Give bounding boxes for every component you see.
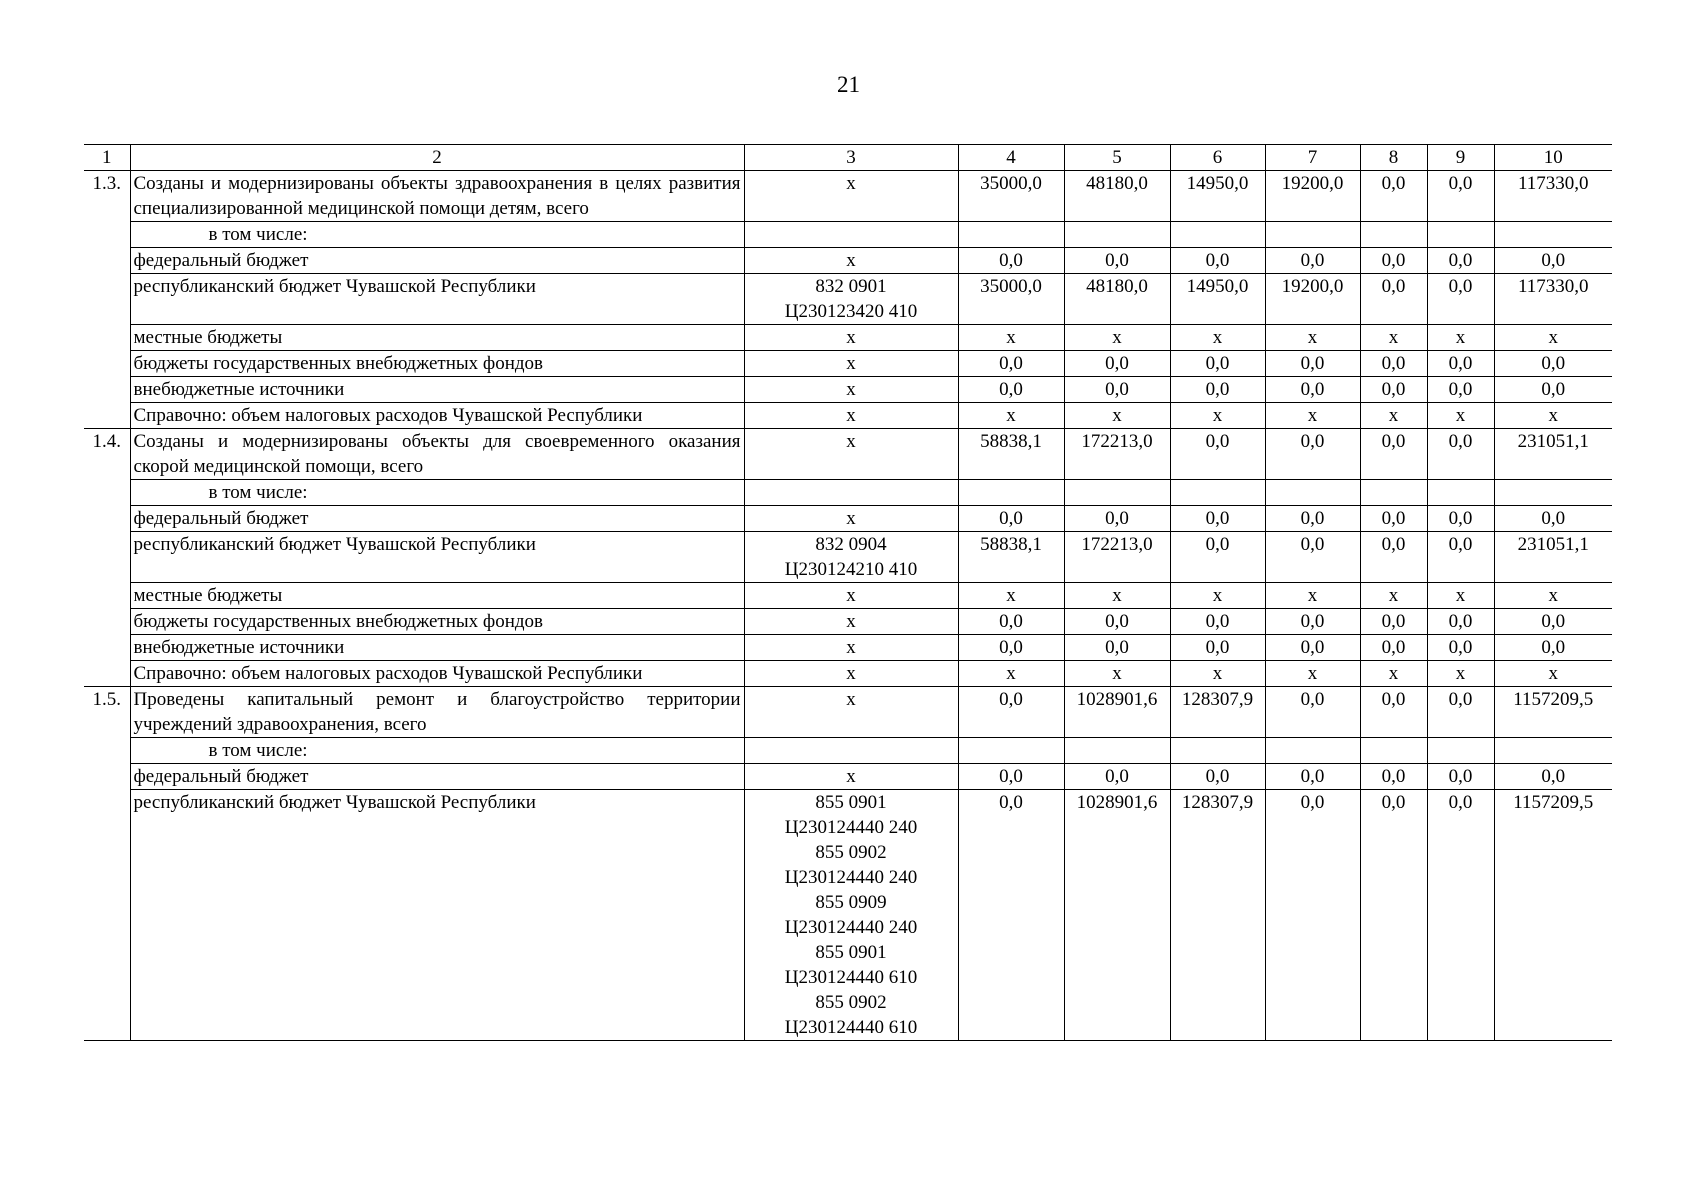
- budget-code-line: х: [846, 611, 856, 632]
- budget-code-cell: [744, 506, 958, 532]
- budget-code-line: 855 0901: [815, 792, 887, 813]
- value-cell: 0,0: [1494, 764, 1612, 790]
- funding-source-label: федеральный бюджет: [130, 764, 744, 790]
- value-cell: 0,0: [1265, 506, 1360, 532]
- value-cell: [1265, 480, 1360, 506]
- value-cell: 0,0: [1494, 351, 1612, 377]
- section-title: Проведены капитальный ремонт и благоустройство территории учреждений здравоохранения, всего: [130, 687, 744, 738]
- funding-source-row: [84, 377, 1612, 403]
- including-row: [84, 480, 1612, 506]
- funding-source-row: [84, 274, 1612, 325]
- value-cell: 0,0: [1170, 635, 1265, 661]
- value-cell: 231051,1: [1494, 429, 1612, 480]
- value-cell: 1028901,6: [1064, 790, 1170, 1041]
- funding-source-label: федеральный бюджет: [130, 506, 744, 532]
- value-cell: 0,0: [1265, 377, 1360, 403]
- value-cell: 0,0: [1494, 635, 1612, 661]
- value-cell: 0,0: [1360, 506, 1427, 532]
- budget-code-cell: [744, 274, 958, 325]
- funding-source-label: бюджеты государственных внебюджетных фондов: [130, 351, 744, 377]
- funding-source-label: федеральный бюджет: [130, 248, 744, 274]
- funding-source-label: Справочно: объем налоговых расходов Чувашской Республики: [130, 403, 744, 429]
- value-cell: 1028901,6: [1064, 687, 1170, 738]
- budget-code-cell: [744, 429, 958, 480]
- value-cell: 128307,9: [1170, 687, 1265, 738]
- budget-code-line: Ц230124440 240: [784, 817, 918, 838]
- budget-code-cell: [744, 687, 958, 738]
- section-row: [84, 429, 1612, 480]
- value-cell: [958, 222, 1064, 248]
- value-cell: 0,0: [1360, 274, 1427, 325]
- budget-code-line: х: [846, 405, 856, 426]
- value-cell: х: [1170, 403, 1265, 429]
- value-cell: 117330,0: [1494, 171, 1612, 222]
- funding-source-label: внебюджетные источники: [130, 377, 744, 403]
- value-cell: 172213,0: [1064, 532, 1170, 583]
- budget-code-line: х: [846, 766, 856, 787]
- budget-code-cell: [744, 377, 958, 403]
- value-cell: [1265, 738, 1360, 764]
- value-cell: 0,0: [1265, 609, 1360, 635]
- budget-code-cell: [744, 222, 958, 248]
- value-cell: 0,0: [1360, 248, 1427, 274]
- section-number: 1.3.: [84, 171, 130, 429]
- value-cell: х: [1427, 661, 1494, 687]
- value-cell: х: [1064, 583, 1170, 609]
- budget-code-cell: [744, 661, 958, 687]
- including-label: в том числе:: [130, 480, 744, 506]
- value-cell: 0,0: [1265, 248, 1360, 274]
- header-row: [84, 145, 1612, 171]
- value-cell: х: [1170, 661, 1265, 687]
- value-cell: х: [1064, 325, 1170, 351]
- budget-code-line: 832 0904: [815, 534, 887, 555]
- budget-code-line: Ц230124440 610: [784, 1017, 918, 1038]
- value-cell: 0,0: [1427, 532, 1494, 583]
- value-cell: х: [1494, 325, 1612, 351]
- budget-code-line: х: [846, 689, 856, 710]
- value-cell: 0,0: [1427, 377, 1494, 403]
- budget-code-line: х: [846, 379, 856, 400]
- page-number: 21: [837, 72, 860, 97]
- value-cell: 0,0: [1170, 429, 1265, 480]
- including-row: [84, 738, 1612, 764]
- section-row: [84, 687, 1612, 738]
- value-cell: 48180,0: [1064, 274, 1170, 325]
- value-cell: 0,0: [1265, 351, 1360, 377]
- funding-source-row: [84, 532, 1612, 583]
- value-cell: х: [958, 325, 1064, 351]
- funding-source-row: [84, 351, 1612, 377]
- header-cell: 5: [1064, 145, 1170, 171]
- funding-source-label: местные бюджеты: [130, 325, 744, 351]
- header-cell: 8: [1360, 145, 1427, 171]
- budget-code-line: х: [846, 173, 856, 194]
- value-cell: [958, 480, 1064, 506]
- budget-code-line: Ц230123420 410: [784, 301, 918, 322]
- value-cell: 0,0: [958, 790, 1064, 1041]
- funding-source-row: [84, 609, 1612, 635]
- value-cell: 0,0: [1360, 532, 1427, 583]
- value-cell: 0,0: [1494, 377, 1612, 403]
- value-cell: 0,0: [1360, 609, 1427, 635]
- value-cell: [1494, 222, 1612, 248]
- value-cell: 58838,1: [958, 429, 1064, 480]
- value-cell: х: [1064, 661, 1170, 687]
- budget-code-line: х: [846, 508, 856, 529]
- budget-code-line: 855 0902: [815, 992, 887, 1013]
- header-cell: 2: [130, 145, 744, 171]
- section-number: 1.5.: [84, 687, 130, 1041]
- budget-code-cell: [744, 532, 958, 583]
- value-cell: 0,0: [958, 609, 1064, 635]
- value-cell: [1427, 738, 1494, 764]
- funding-source-label: внебюджетные источники: [130, 635, 744, 661]
- value-cell: 0,0: [1265, 764, 1360, 790]
- funding-source-label: бюджеты государственных внебюджетных фондов: [130, 609, 744, 635]
- value-cell: 0,0: [958, 377, 1064, 403]
- value-cell: 58838,1: [958, 532, 1064, 583]
- value-cell: 0,0: [1265, 635, 1360, 661]
- budget-code-line: х: [846, 637, 856, 658]
- including-label: в том числе:: [130, 738, 744, 764]
- value-cell: 0,0: [1360, 171, 1427, 222]
- budget-code-line: 855 0909: [815, 892, 887, 913]
- funding-source-row: [84, 635, 1612, 661]
- value-cell: х: [1360, 583, 1427, 609]
- value-cell: [1064, 222, 1170, 248]
- funding-source-row: [84, 403, 1612, 429]
- value-cell: 0,0: [1064, 351, 1170, 377]
- value-cell: 0,0: [1494, 248, 1612, 274]
- value-cell: х: [1427, 403, 1494, 429]
- value-cell: [1427, 480, 1494, 506]
- section-title: Созданы и модернизированы объекты для своевременного оказания скорой медицинской помощи, всего: [130, 429, 744, 480]
- funding-source-label: республиканский бюджет Чувашской Республики: [130, 274, 744, 325]
- budget-code-cell: [744, 609, 958, 635]
- value-cell: 14950,0: [1170, 274, 1265, 325]
- header-cell: 9: [1427, 145, 1494, 171]
- funding-source-label: республиканский бюджет Чувашской Республики: [130, 790, 744, 1041]
- budget-code-line: х: [846, 327, 856, 348]
- value-cell: 0,0: [1427, 248, 1494, 274]
- value-cell: 0,0: [958, 351, 1064, 377]
- value-cell: [1064, 738, 1170, 764]
- header-cell: 1: [84, 145, 130, 171]
- value-cell: х: [1427, 583, 1494, 609]
- budget-code-line: х: [846, 353, 856, 374]
- value-cell: 0,0: [1170, 764, 1265, 790]
- section-row: [84, 171, 1612, 222]
- budget-code-line: 855 0901: [815, 942, 887, 963]
- value-cell: 1157209,5: [1494, 790, 1612, 1041]
- value-cell: х: [1265, 661, 1360, 687]
- value-cell: 0,0: [1170, 377, 1265, 403]
- value-cell: 117330,0: [1494, 274, 1612, 325]
- value-cell: 0,0: [1064, 635, 1170, 661]
- value-cell: 0,0: [1427, 351, 1494, 377]
- value-cell: [1494, 480, 1612, 506]
- budget-code-cell: [744, 325, 958, 351]
- budget-code-line: Ц230124440 610: [784, 967, 918, 988]
- value-cell: 0,0: [1427, 687, 1494, 738]
- funding-source-row: [84, 583, 1612, 609]
- value-cell: 0,0: [1494, 506, 1612, 532]
- value-cell: 0,0: [958, 248, 1064, 274]
- value-cell: 0,0: [1360, 687, 1427, 738]
- value-cell: 14950,0: [1170, 171, 1265, 222]
- value-cell: 0,0: [1360, 377, 1427, 403]
- value-cell: 0,0: [1427, 274, 1494, 325]
- budget-code-line: 832 0901: [815, 276, 887, 297]
- header-cell: 10: [1494, 145, 1612, 171]
- budget-code-cell: [744, 403, 958, 429]
- value-cell: 0,0: [1265, 532, 1360, 583]
- value-cell: 0,0: [1494, 609, 1612, 635]
- value-cell: х: [958, 661, 1064, 687]
- value-cell: 0,0: [1064, 506, 1170, 532]
- value-cell: 0,0: [1360, 429, 1427, 480]
- value-cell: 128307,9: [1170, 790, 1265, 1041]
- funding-source-row: [84, 506, 1612, 532]
- budget-code-line: х: [846, 431, 856, 452]
- value-cell: 0,0: [1064, 764, 1170, 790]
- header-cell: 7: [1265, 145, 1360, 171]
- value-cell: 1157209,5: [1494, 687, 1612, 738]
- funding-source-row: [84, 661, 1612, 687]
- value-cell: 0,0: [1170, 532, 1265, 583]
- budget-code-line: х: [846, 663, 856, 684]
- budget-code-cell: [744, 635, 958, 661]
- value-cell: х: [1265, 325, 1360, 351]
- value-cell: [958, 738, 1064, 764]
- value-cell: [1170, 738, 1265, 764]
- value-cell: [1427, 222, 1494, 248]
- value-cell: 0,0: [1265, 429, 1360, 480]
- budget-code-cell: [744, 583, 958, 609]
- value-cell: [1265, 222, 1360, 248]
- value-cell: [1360, 480, 1427, 506]
- value-cell: 0,0: [958, 687, 1064, 738]
- budget-code-line: х: [846, 250, 856, 271]
- value-cell: 0,0: [1427, 790, 1494, 1041]
- value-cell: 0,0: [1427, 429, 1494, 480]
- budget-code-cell: [744, 790, 958, 1041]
- value-cell: 0,0: [1170, 248, 1265, 274]
- value-cell: 0,0: [1360, 635, 1427, 661]
- value-cell: 0,0: [1170, 351, 1265, 377]
- table-body: [84, 145, 1612, 1041]
- funding-source-label: Справочно: объем налоговых расходов Чувашской Республики: [130, 661, 744, 687]
- including-row: [84, 222, 1612, 248]
- value-cell: 0,0: [1360, 764, 1427, 790]
- section-title: Созданы и модернизированы объекты здравоохранения в целях развития специализированной медицинской помощи детям, всего: [130, 171, 744, 222]
- value-cell: 35000,0: [958, 274, 1064, 325]
- value-cell: х: [1170, 325, 1265, 351]
- value-cell: 0,0: [1265, 687, 1360, 738]
- value-cell: 0,0: [1064, 248, 1170, 274]
- value-cell: [1360, 222, 1427, 248]
- value-cell: 0,0: [958, 635, 1064, 661]
- funding-source-row: [84, 325, 1612, 351]
- value-cell: 35000,0: [958, 171, 1064, 222]
- value-cell: [1360, 738, 1427, 764]
- value-cell: 19200,0: [1265, 274, 1360, 325]
- value-cell: х: [958, 583, 1064, 609]
- value-cell: 48180,0: [1064, 171, 1170, 222]
- value-cell: х: [958, 403, 1064, 429]
- value-cell: 0,0: [1064, 609, 1170, 635]
- budget-code-line: 855 0902: [815, 842, 887, 863]
- value-cell: 19200,0: [1265, 171, 1360, 222]
- value-cell: х: [1265, 583, 1360, 609]
- value-cell: х: [1360, 325, 1427, 351]
- header-cell: 4: [958, 145, 1064, 171]
- value-cell: х: [1427, 325, 1494, 351]
- value-cell: х: [1064, 403, 1170, 429]
- value-cell: 0,0: [1427, 171, 1494, 222]
- value-cell: х: [1360, 661, 1427, 687]
- funding-source-row: [84, 790, 1612, 1041]
- value-cell: 0,0: [1427, 506, 1494, 532]
- funding-source-label: местные бюджеты: [130, 583, 744, 609]
- value-cell: х: [1360, 403, 1427, 429]
- budget-code-cell: [744, 480, 958, 506]
- section-number: 1.4.: [84, 429, 130, 687]
- value-cell: 0,0: [1064, 377, 1170, 403]
- header-cell: 6: [1170, 145, 1265, 171]
- value-cell: х: [1265, 403, 1360, 429]
- funding-source-row: [84, 764, 1612, 790]
- value-cell: 172213,0: [1064, 429, 1170, 480]
- value-cell: 0,0: [1170, 506, 1265, 532]
- value-cell: [1064, 480, 1170, 506]
- budget-code-cell: [744, 248, 958, 274]
- value-cell: 0,0: [1170, 609, 1265, 635]
- value-cell: х: [1494, 403, 1612, 429]
- value-cell: [1170, 222, 1265, 248]
- value-cell: [1494, 738, 1612, 764]
- budget-code-line: Ц230124440 240: [784, 867, 918, 888]
- value-cell: х: [1494, 583, 1612, 609]
- funding-source-label: республиканский бюджет Чувашской Республики: [130, 532, 744, 583]
- value-cell: х: [1170, 583, 1265, 609]
- including-label: в том числе:: [130, 222, 744, 248]
- budget-code-cell: [744, 738, 958, 764]
- budget-table: [84, 144, 1612, 1041]
- budget-code-line: Ц230124210 410: [784, 559, 918, 580]
- value-cell: 0,0: [1427, 635, 1494, 661]
- value-cell: [1170, 480, 1265, 506]
- budget-code-cell: [744, 764, 958, 790]
- value-cell: 0,0: [958, 764, 1064, 790]
- budget-code-line: х: [846, 585, 856, 606]
- value-cell: х: [1494, 661, 1612, 687]
- budget-code-line: Ц230124440 240: [784, 917, 918, 938]
- header-cell: 3: [744, 145, 958, 171]
- budget-code-cell: [744, 351, 958, 377]
- value-cell: 0,0: [1265, 790, 1360, 1041]
- value-cell: 231051,1: [1494, 532, 1612, 583]
- value-cell: 0,0: [1427, 609, 1494, 635]
- value-cell: 0,0: [1360, 351, 1427, 377]
- funding-source-row: [84, 248, 1612, 274]
- value-cell: 0,0: [958, 506, 1064, 532]
- value-cell: 0,0: [1360, 790, 1427, 1041]
- budget-code-cell: [744, 171, 958, 222]
- value-cell: 0,0: [1427, 764, 1494, 790]
